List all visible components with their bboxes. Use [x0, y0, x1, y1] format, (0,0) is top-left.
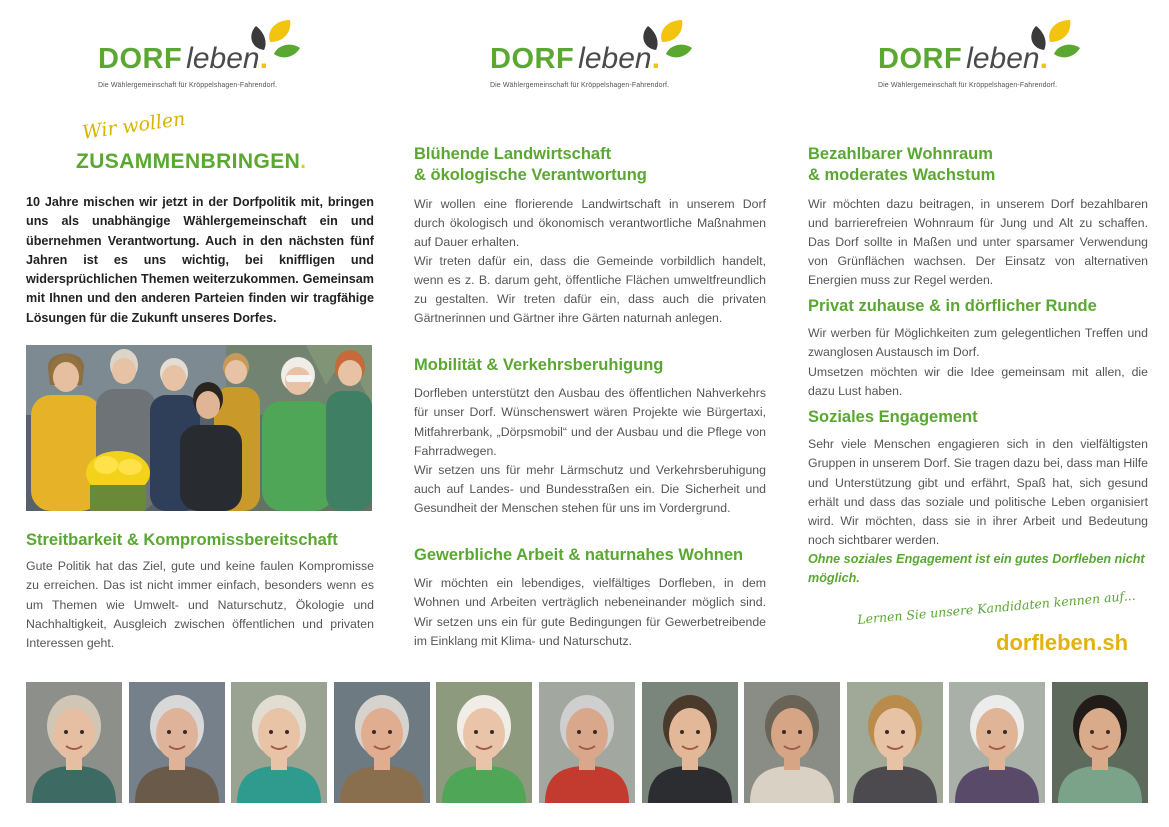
candidate-portrait [847, 682, 943, 803]
section-paragraph: Wir möchten ein lebendiges, vielfältiges Dorfleben, in dem Wohnen und Arbeiten verträglich nebeneinander möglich sind. Wir setzen uns ein für gute Bedingungen für Gewerbetreibende im Einklang mit Klima- und Naturschutz. [414, 576, 766, 648]
main-headline-text: ZUSAMMENBRINGEN [76, 150, 301, 173]
section-paragraph: Wir möchten dazu beitragen, in unserem Dorf bezahlbaren und barrierefreien Wohnraum für Jung und Alt zu schaffen. Das Dorf sollte in Maßen und unter sparsamer Verwendung von Grünflächen wachsen. Der Einsatz von alternativen Energien muss zur Regel werden. [808, 196, 1148, 288]
group-photo [26, 345, 372, 511]
section-heading: Soziales Engagement [808, 408, 978, 426]
section-paragraph: Wir setzen uns für mehr Lärmschutz und Verkehrsberuhigung auch auf Landes- und Bundesstraßen ein. Die Sicherheit und Gesundheit der Menschen stehen für uns im Vordergrund. [414, 462, 766, 515]
section-privat [808, 296, 1148, 401]
section-paragraph: Wir wollen eine florierende Landwirtschaft in unserem Dorf durch ökologisch und ökonomisch verantwortliche Maßnahmen auf Dauer erhalten. [414, 196, 766, 249]
logo-word-dorf: DORF [98, 43, 183, 75]
candidate-portrait [949, 682, 1045, 803]
intro-paragraph: 10 Jahre mischen wir jetzt in der Dorfpolitik mit, bringen uns als unabhängige Wählergemeinschaft ein und übernehmen Verantwortung. Auch in den nächsten fünf Jahren ist es uns wichtig, bei kniffligen und widersprüchlichen Themen weiterzukommen. Gemeinsam mit Ihnen und den anderen Parteien finden wir tragfähige Lösungen für die Zukunft unseres Dorfes. [26, 195, 374, 325]
section-paragraph: Sehr viele Menschen engagieren sich in den vielfältigsten Gruppen in unserem Dorf. Sie tragen dazu bei, dass man Hilfe und Unterstützung gibt und erfährt, Spaß hat, sich gesund erhält und dass das soziale und politische Leben organisiert wird. Wir möchten, dass sie in ihrer Arbeit und Bedeutung noch sichtbarer werden. [808, 437, 1148, 547]
brand-logo [98, 22, 328, 92]
candidate-portrait [1052, 682, 1148, 803]
logo-dot: . [1039, 42, 1048, 75]
logo-tagline: Die Wählergemeinschaft für Kröppelshagen-Fahrendorf. [878, 82, 1058, 89]
section-heading-line1: Blühende Landwirtschaft [414, 145, 612, 163]
candidate-portraits [26, 682, 1148, 803]
lernen-script-text: Lernen Sie unsere Kandidaten kennen auf... [856, 587, 1137, 627]
section-heading: Gewerbliche Arbeit & naturnahes Wohnen [414, 546, 744, 564]
logo-word-dorf: DORF [490, 43, 575, 75]
brand-logo [490, 22, 720, 92]
section-wohnraum [808, 144, 1148, 290]
section-soziales [808, 407, 1148, 589]
candidate-portrait [26, 682, 122, 803]
logo-wordmark [98, 44, 268, 74]
logo-word-leben: leben [186, 42, 260, 75]
candidate-portrait [642, 682, 738, 803]
section-paragraph: Dorfleben unterstützt den Ausbau des öffentlichen Nahverkehrs für unser Dorf. Wünschenswert wären Projekte wie Bürgertaxi, Mitfahrerbank, „Dörpsmobil“ und der Ausbau und die Pflege von Fahrradwegen. [414, 386, 766, 458]
section-paragraph: Umsetzen möchten wir die Idee gemeinsam mit allen, die dazu Lust haben. [808, 364, 1148, 398]
logo-wordmark [490, 44, 660, 74]
logo-tagline: Die Wählergemeinschaft für Kröppelshagen-Fahrendorf. [490, 82, 670, 89]
section-text: Gute Politik hat das Ziel, gute und keine faulen Kompromisse zu erreichen. Das ist nicht immer einfach, besonders wenn es um Themen wie Umwelt- und Naturschutz, Ökologie und Nachhaltigkeit, Ausgleich zwischen öffentlichen und privaten Interessen geht. [26, 559, 374, 650]
section-mobilitaet [414, 355, 766, 518]
logo-word-leben: leben [578, 42, 652, 75]
logo-wordmark [878, 44, 1048, 74]
candidate-portrait [436, 682, 532, 803]
candidate-portrait [129, 682, 225, 803]
logo-tagline: Die Wählergemeinschaft für Kröppelshagen-Fahrendorf. [98, 82, 278, 89]
section-heading-line2: & moderates Wachstum [808, 166, 996, 185]
section-paragraph: Wir werben für Möglichkeiten zum gelegentlichen Treffen und zwanglosen Austausch im Dorf. [808, 326, 1148, 360]
main-headline-dot: . [300, 150, 307, 173]
main-headline [76, 150, 306, 174]
section-landwirtschaft [414, 144, 766, 328]
website-link[interactable]: dorfleben.sh [996, 630, 1129, 655]
section-streitbarkeit [26, 530, 374, 653]
section-heading: Privat zuhause & in dörflicher Runde [808, 297, 1097, 315]
logo-word-dorf: DORF [878, 43, 963, 75]
logo-dot: . [651, 42, 660, 75]
section-heading-line1: Bezahlbarer Wohnraum [808, 145, 993, 163]
candidate-portrait [334, 682, 430, 803]
section-emphasis: Ohne soziales Engagement ist ein gutes Dorfleben nicht möglich. [808, 551, 1145, 586]
script-headline: Wir wollen [80, 107, 187, 144]
logo-word-leben: leben [966, 42, 1040, 75]
logo-dot: . [259, 42, 268, 75]
candidate-portrait [539, 682, 635, 803]
candidate-portrait [231, 682, 327, 803]
section-heading-line2: & ökologische Verantwortung [414, 166, 647, 185]
section-paragraph: Wir treten dafür ein, dass die Gemeinde vorbildlich handelt, wenn es z. B. darum geht, öffentliche Flächen umweltfreundlich zu gestalten. Wir treten dafür ein, dass auch die privaten Gärtnerinnen und Gärtner ihre Gärten naturnah anlegen. [414, 254, 766, 326]
section-heading: Streitbarkeit & Kompromissbereitschaft [26, 531, 338, 549]
section-gewerbe [414, 545, 766, 651]
candidate-portrait [744, 682, 840, 803]
brand-logo [878, 22, 1108, 92]
section-heading: Mobilität & Verkehrsberuhigung [414, 356, 664, 374]
